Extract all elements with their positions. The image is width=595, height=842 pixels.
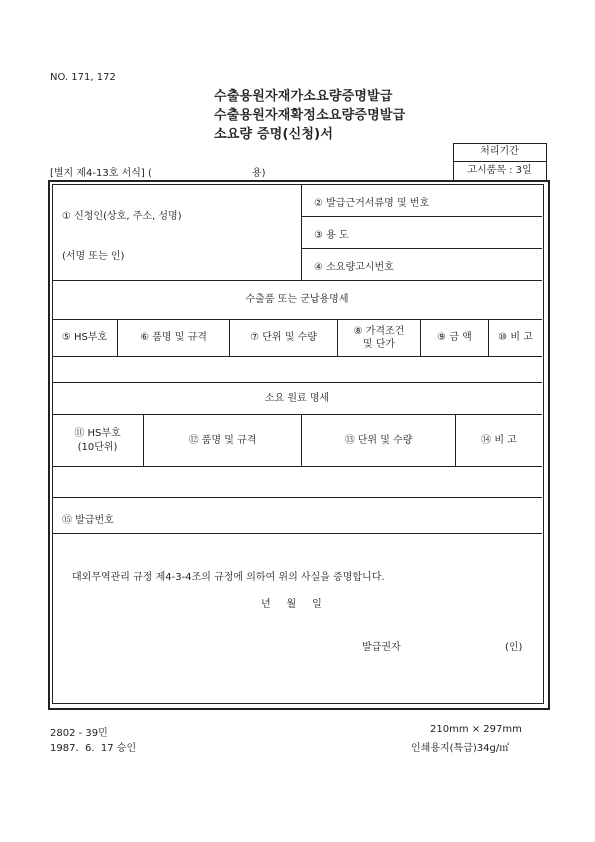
col-hs-code: ⑤ HS부호 bbox=[61, 332, 108, 344]
processing-period-value: 고시품목 : 3일 bbox=[467, 165, 532, 177]
issue-number-label: ⑮ 발급번호 bbox=[62, 515, 114, 526]
issue-date: 년 월 일 bbox=[261, 599, 322, 610]
usage-field: ③ 용 도 bbox=[314, 230, 349, 241]
certification-statement: 대외무역관리 규정 제4-3-4조의 규정에 의하여 위의 사실을 증명합니다. bbox=[72, 572, 385, 583]
form-number: NO. 171, 172 bbox=[50, 72, 116, 83]
col-price-terms-line1: ⑧ 가격조건 bbox=[353, 325, 405, 337]
col-unit-qty: ⑦ 단위 및 수량 bbox=[250, 332, 317, 344]
notice-number-field: ④ 소요량고시번호 bbox=[314, 262, 394, 273]
footer-code: 2802 - 39민 bbox=[50, 728, 108, 739]
col-item-spec: ⑥ 품명 및 규격 bbox=[140, 332, 207, 344]
col-price-terms bbox=[338, 320, 420, 356]
export-section-title: 수출품 또는 군납용명세 bbox=[245, 294, 349, 306]
footer-paper: 인쇄용지(특급)34g/㎡ bbox=[411, 743, 510, 754]
form-label: [별지 제4-13호 서식] ( bbox=[50, 168, 152, 179]
col-amount: ⑨ 금 액 bbox=[437, 332, 472, 344]
title-line-3: 소요량 증명(신청)서 bbox=[214, 127, 334, 142]
applicant-sign: (서명 또는 인) bbox=[62, 251, 125, 262]
material-col-hs-line2: (10단위) bbox=[77, 441, 118, 453]
title-line-2: 수출용원자재확정소요량증명발급 bbox=[214, 108, 406, 123]
col-price-terms-line2: 및 단가 bbox=[362, 339, 396, 350]
material-section-title: 소요 원료 명세 bbox=[264, 392, 330, 404]
col-remark: ⑩ 비 고 bbox=[498, 332, 533, 344]
material-col-hs-line1: ⑪ HS부호 bbox=[74, 428, 121, 439]
material-col-item: ⑫ 품명 및 규격 bbox=[188, 434, 257, 446]
form-label-suffix: 용) bbox=[252, 168, 266, 179]
material-col-hs bbox=[52, 415, 143, 466]
footer-approval: 1987. 6. 17 승인 bbox=[50, 743, 137, 754]
seal-mark: (인) bbox=[505, 642, 523, 653]
title-line-1: 수출용원자재가소요량증명발급 bbox=[214, 89, 393, 104]
processing-period-label: 처리기간 bbox=[480, 146, 519, 158]
footer-size: 210mm × 297mm bbox=[430, 724, 522, 735]
material-col-remark: ⑭ 비 고 bbox=[481, 434, 517, 446]
applicant-label: ① 신청인(상호, 주소, 성명) bbox=[62, 211, 182, 222]
doc-basis-field: ② 발급근거서류명 및 번호 bbox=[314, 198, 430, 209]
issuing-authority: 발급권자 bbox=[362, 642, 401, 653]
material-col-unit: ⑬ 단위 및 수량 bbox=[344, 434, 413, 446]
